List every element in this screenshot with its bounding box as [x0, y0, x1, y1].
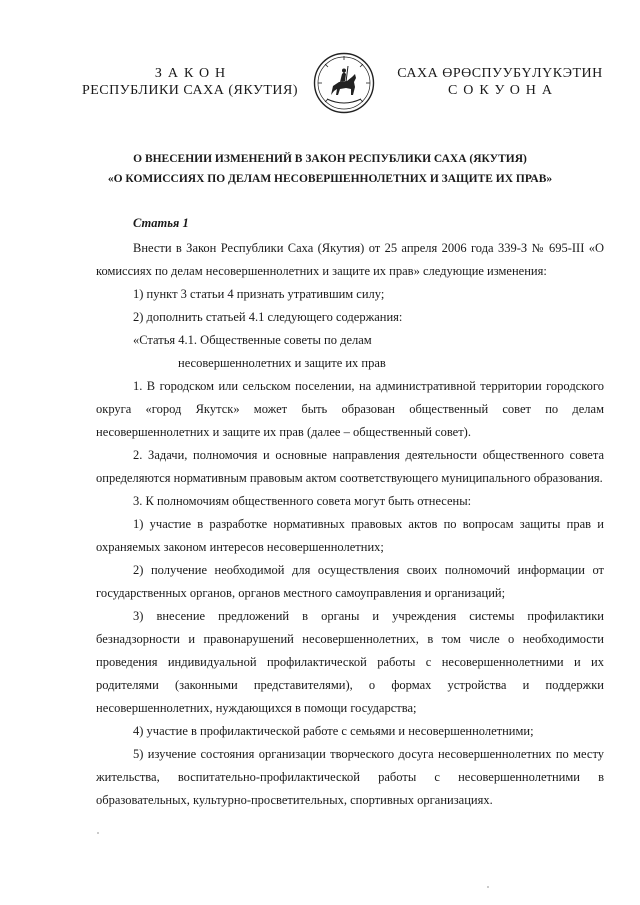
paragraph: 5) изучение состояния организации творческого досуга несовершеннолетних по месту жительства, воспитательно-профилактической работы с несовершеннолетними в образовательных, культурно-просветительных, спортивных организациях.: [96, 747, 604, 807]
article-heading: Статья 1: [133, 216, 189, 230]
header-republic-name: РЕСПУБЛИКИ САХА (ЯКУТИЯ): [81, 83, 299, 98]
paragraph: 3. К полномочиям общественного совета могут быть отнесены:: [133, 494, 472, 508]
paragraph: «Статья 4.1. Общественные советы по делам: [133, 333, 372, 347]
header-left: [70, 65, 310, 99]
document-title-line-2: «О КОМИССИЯХ ПО ДЕЛАМ НЕСОВЕРШЕННОЛЕТНИХ И ЗАЩИТЕ ИХ ПРАВ»: [107, 173, 553, 185]
scan-speck: [487, 886, 489, 888]
document-title: [60, 149, 600, 189]
paragraph: 1. В городском или сельском поселении, на административной территории городского округа «город Якутск» может быть образован общественный совет по делам несовершеннолетних и защите их прав (далее – общественный совет).: [96, 379, 604, 439]
paragraph: 2) дополнить статьей 4.1 следующего содержания:: [133, 310, 403, 324]
paragraph: 2) получение необходимой для осуществления своих полномочий информации от государственных органов, органов местного самоуправления и организаций;: [96, 563, 604, 600]
header-republic-name-sakha: САХА ӨРӨСПУУБҮЛҮКЭТИН: [397, 66, 603, 81]
paragraph: Внести в Закон Республики Саха (Якутия) от 25 апреля 2006 года 339-З № 695-III «О комиссиях по делам несовершеннолетних и защите их прав» следующие изменения:: [96, 241, 604, 278]
paragraph: 1) участие в разработке нормативных правовых актов по вопросам защиты прав и охраняемых законом интересов несовершеннолетних;: [96, 517, 604, 554]
scan-speck: [97, 832, 99, 834]
paragraph: 1) пункт 3 статьи 4 признать утратившим силу;: [133, 287, 385, 301]
header-right: [380, 65, 620, 99]
header-law-word-sakha: СОКУОНА: [447, 83, 559, 98]
document-title-line-1: О ВНЕСЕНИИ ИЗМЕНЕНИЙ В ЗАКОН РЕСПУБЛИКИ САХА (ЯКУТИЯ): [133, 153, 527, 165]
paragraph: 3) внесение предложений в органы и учреждения системы профилактики безнадзорности и правонарушений несовершеннолетних, в том числе о необходимости проведения индивидуальной профилактической работы с несовершеннолетними и их родителями (законными представителями), о формах устройства и поддержки несовершеннолетних, нуждающихся в помощи государства;: [96, 609, 604, 715]
paragraph: 4) участие в профилактической работе с семьями и несовершеннолетними;: [133, 724, 534, 738]
coat-of-arms-emblem-icon: [313, 52, 375, 114]
document-body: [96, 212, 604, 812]
header-law-word: ЗАКОН: [154, 66, 232, 81]
paragraph: 2. Задачи, полномочия и основные направления деятельности общественного совета определяются нормативным правовым актом соответствующего муниципального образования.: [96, 448, 604, 485]
paragraph: несовершеннолетних и защите их прав: [178, 356, 386, 370]
